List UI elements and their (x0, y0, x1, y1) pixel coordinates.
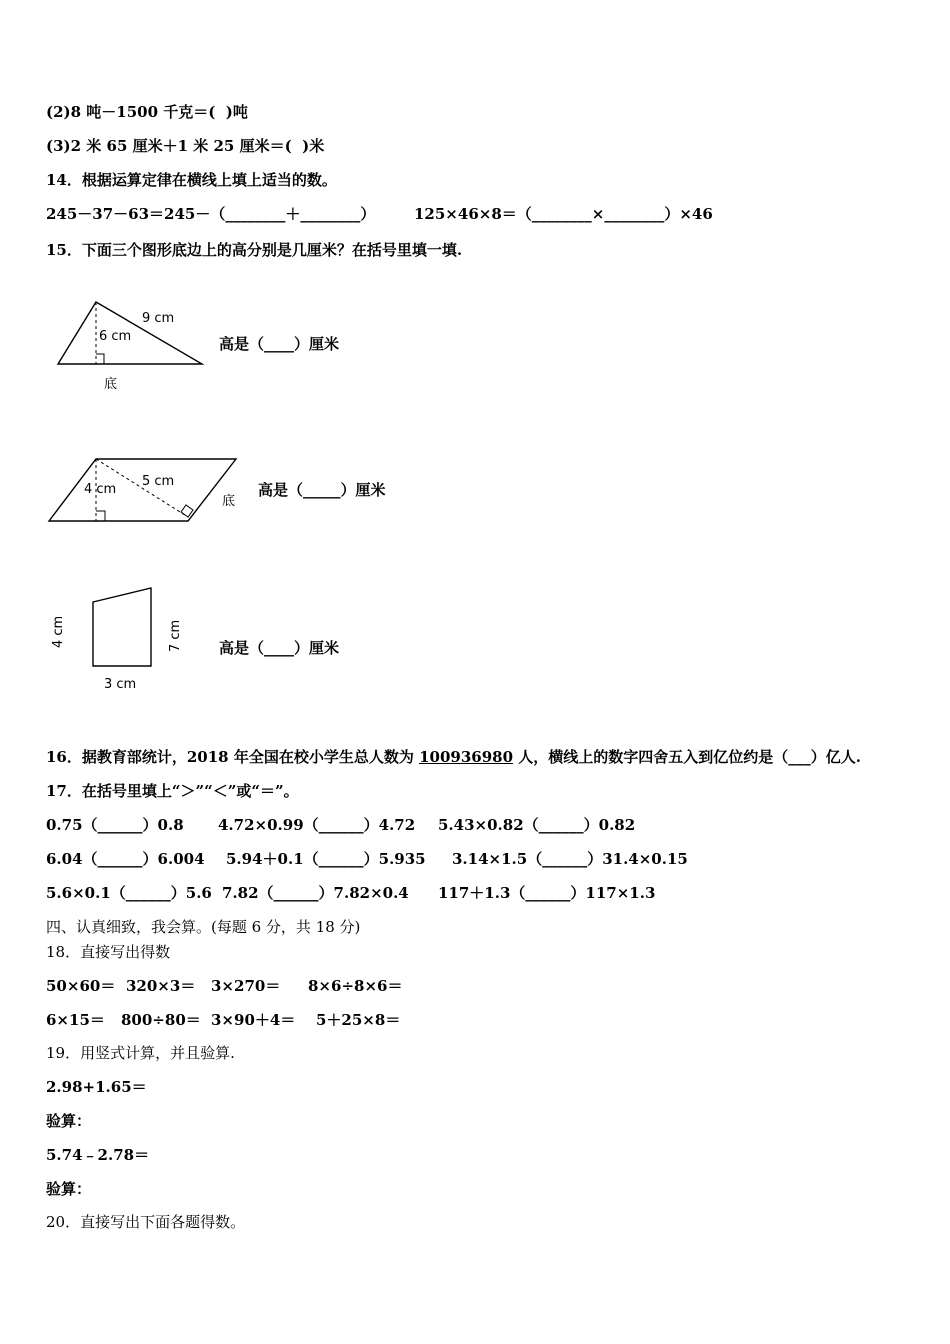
q19-expr-1: 2.98+1.65＝ (46, 1078, 147, 1096)
q13-line-3: (3)2 米 65 厘米＋1 米 25 厘米＝( )米 (46, 137, 325, 155)
q15-fig1-answer: 高是（____）厘米 (219, 335, 340, 353)
trapezoid-shape (93, 588, 151, 666)
q16-text (46, 747, 861, 767)
parallelogram-figure (46, 455, 246, 527)
q17-row-1-a: 0.75（______）0.8 (46, 816, 184, 834)
parallelogram-height-label: 4 cm (84, 482, 117, 497)
q14-expr-2: 125×46×8＝（________×________）×46 (414, 205, 713, 223)
q18-title: 18．直接写出得数 (46, 943, 171, 961)
q18-row-2-b: 800÷80＝ (121, 1011, 201, 1029)
q17-row-2-a: 6.04（______）6.004 (46, 850, 205, 868)
q19-check-2: 验算： (46, 1180, 92, 1198)
parallelogram-diag-label: 5 cm (142, 474, 175, 489)
q18-row-1-d: 8×6÷8×6＝ (308, 977, 403, 995)
triangle-height-label: 6 cm (99, 329, 132, 344)
q18-row-1-b: 320×3＝ (126, 977, 196, 995)
q17-row-2-b: 5.94＋0.1（______）5.935 (226, 850, 426, 868)
q18-row-2-d: 5＋25×8＝ (316, 1011, 401, 1029)
trapezoid-left-label: 4 cm (51, 615, 66, 648)
q19-check-1: 验算： (46, 1112, 92, 1130)
q18-row-2-a: 6×15＝ (46, 1011, 105, 1029)
q16-number: 100936980 (419, 748, 514, 766)
q15-fig3-answer: 高是（____）厘米 (219, 639, 340, 657)
q15-fig2-answer: 高是（_____）厘米 (258, 481, 386, 499)
q16-prefix: 16．据教育部统计，2018 年全国在校小学生总人数为 (46, 748, 420, 766)
parallelogram-shape (49, 459, 236, 521)
q18-row-1-a: 50×60＝ (46, 977, 116, 995)
q14-title: 14．根据运算定律在横线上填上适当的数。 (46, 171, 337, 189)
triangle-figure (50, 296, 210, 396)
q18-row-1-c: 3×270＝ (211, 977, 281, 995)
section-4-title: 四、认真细致，我会算。(每题 6 分，共 18 分) (46, 918, 361, 936)
triangle-side-label: 9 cm (142, 311, 175, 326)
trapezoid-right-label: 7 cm (168, 619, 183, 652)
trapezoid-bottom-label: 3 cm (104, 677, 137, 692)
q17-row-3-a: 5.6×0.1（______）5.6 (46, 884, 212, 902)
parallelogram-base-label: 底 (222, 494, 236, 509)
q20-title: 20．直接写出下面各题得数。 (46, 1213, 246, 1231)
trapezoid-figure (46, 582, 196, 697)
q18-row-2-c: 3×90＋4＝ (211, 1011, 296, 1029)
right-angle-mark (96, 354, 104, 364)
q17-row-3-b: 7.82（______）7.82×0.4 (222, 884, 409, 902)
q13-line-2: (2)8 吨－1500 千克＝( )吨 (46, 103, 248, 121)
q17-row-1-b: 4.72×0.99（______）4.72 (218, 816, 416, 834)
q15-title: 15．下面三个图形底边上的高分别是几厘米？在括号里填一填. (46, 241, 463, 259)
q19-expr-2: 5.74﹣2.78＝ (46, 1146, 150, 1164)
right-angle-mark (181, 505, 193, 517)
q16-suffix: 人，横线上的数字四舍五入到亿位约是（___）亿人. (513, 748, 861, 766)
q14-expr-1: 245－37－63＝245－（________＋________） (46, 205, 376, 223)
q17-row-3-c: 117＋1.3（______）117×1.3 (438, 884, 656, 902)
q17-row-2-c: 3.14×1.5（______）31.4×0.15 (452, 850, 688, 868)
triangle-base-label: 底 (104, 377, 118, 392)
q19-title: 19．用竖式计算，并且验算. (46, 1044, 235, 1062)
right-angle-mark (96, 511, 105, 521)
q17-row-1-c: 5.43×0.82（______）0.82 (438, 816, 636, 834)
q17-title: 17．在括号里填上“＞”“＜”或“＝”。 (46, 782, 299, 800)
